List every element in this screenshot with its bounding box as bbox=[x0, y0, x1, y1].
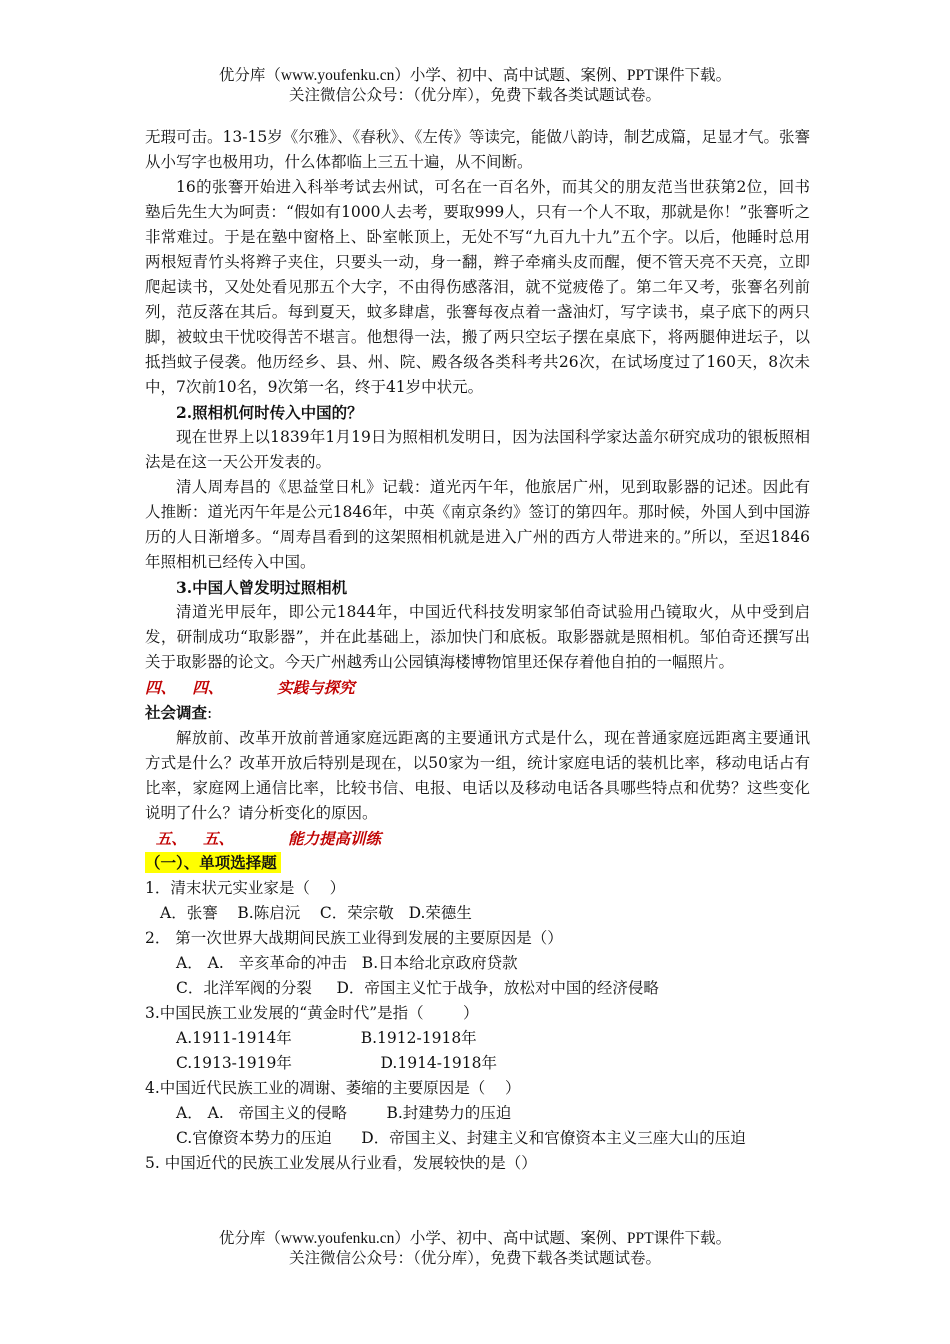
question-options: A.1911-1914年 B.1912-1918年 bbox=[176, 1029, 477, 1047]
question: 1．清末状元实业家是（ ） bbox=[145, 879, 346, 897]
question-options: C.1913-1919年 D.1914-1918年 bbox=[176, 1054, 497, 1072]
question-options: A．张謇 B.陈启沅 C．荣宗敬 D.荣德生 bbox=[160, 904, 472, 922]
footer-line-1: 优分库（www.youfenku.cn）小学、初中、高中试题、案例、PPT课件下载。 bbox=[218, 1230, 732, 1247]
paragraph: 解放前、改革开放前普通家庭远距离的主要通讯方式是什么，现在普通家庭远距离主要通讯方式是什么？改革开放后特别是现在，以50家为一组，统计家庭电话的装机比率，移动电话占有比率，家庭网上通信比率，比较书信、电报、电话以及移动电话各具哪些特点和优势？这些变化说明了什么？请分析变化的原因。 bbox=[145, 729, 810, 822]
page-header bbox=[0, 66, 950, 106]
page-footer bbox=[0, 1229, 950, 1269]
header-line-2: 关注微信公众号：（优分库），免费下载各类试题试卷。 bbox=[288, 87, 661, 104]
subsection-heading bbox=[145, 851, 810, 876]
question-options: A． A. 辛亥革命的冲击 B.日本给北京政府贷款 bbox=[176, 954, 518, 972]
question-heading: 3.中国人曾发明过照相机 bbox=[176, 578, 348, 597]
paragraph: 16的张謇开始进入科举考试去州试，可名在一百名外，而其父的朋友范当世获第2位，回书塾后先生大为呵责：“假如有1000人去考，要取999人，只有一个人不取，那就是你！”张謇听之非常难过。于是在塾中窗格上、卧室帐顶上，无处不写“九百九十九”五个字。以后，他睡时总用两根短青竹头将辫子夹住，只要头一动，身一翻，辫子牵痛头皮而醒，便不管天亮不天亮，立即爬起读书，又处处看见那五个大字，不由得伤感落泪，就不觉疲倦了。第二年又考，张謇名列前列，范反落在其后。每到夏天，蚊多肆虐，张謇每夜点着一盏油灯，写字读书，桌子底下的两只脚，被蚊虫干忧咬得苦不堪言。他想得一法，搬了两只空坛子摆在桌底下，将两腿伸进坛子，以抵挡蚊子侵袭。他历经乡、县、州、院、殿各级各类科考共26次，在试场度过了160天，8次未中，7次前10名，9次第一名，终于41岁中状元。 bbox=[145, 178, 810, 396]
paragraph: 清人周寿昌的《思益堂日札》记载：道光丙午年，他旅居广州，见到取影器的记述。因此有人推断：道光丙午年是公元1846年，中英《南京条约》签订的第四年。那时候，外国人到中国游历的人日渐增多。“周寿昌看到的这架照相机就是进入广州的西方人带进来的。”所以，至迟1846年照相机已经传入中国。 bbox=[145, 478, 810, 571]
footer-line-2: 关注微信公众号：（优分库），免费下载各类试题试卷。 bbox=[288, 1250, 661, 1267]
survey-colon: : bbox=[207, 704, 213, 722]
paragraph: 现在世界上以1839年1月19日为照相机发明日，因为法国科学家达盖尔研究成功的银板照相法是在这一天公开发表的。 bbox=[145, 428, 810, 471]
question-options: C.官僚资本势力的压迫 D．帝国主义、封建主义和官僚资本主义三座大山的压迫 bbox=[176, 1129, 746, 1147]
question: 3.中国民族工业发展的“黄金时代”是指（ ） bbox=[145, 1004, 479, 1022]
survey-label: 社会调查 bbox=[145, 703, 208, 722]
section-heading: 五、 五、 能力提高训练 bbox=[145, 829, 381, 848]
paragraph: 无瑕可击。13-15岁《尔雅》、《春秋》、《左传》等读完，能做八韵诗，制艺成篇，足显才气。张謇从小写字也极用功，什么体都临上三五十遍，从不间断。 bbox=[145, 128, 810, 171]
question: 5. 中国近代的民族工业发展从行业看，发展较快的是（） bbox=[145, 1154, 537, 1172]
question: 4.中国近代民族工业的凋谢、萎缩的主要原因是（ ） bbox=[145, 1079, 521, 1097]
document-body bbox=[145, 125, 810, 1176]
question: 2． 第一次世界大战期间民族工业得到发展的主要原因是（） bbox=[145, 929, 563, 947]
header-line-1: 优分库（www.youfenku.cn）小学、初中、高中试题、案例、PPT课件下载。 bbox=[218, 67, 732, 84]
question-heading: 2.照相机何时传入中国的？ bbox=[176, 403, 363, 422]
paragraph: 清道光甲辰年，即公元1844年，中国近代科技发明家邹伯奇试验用凸镜取火，从中受到启发，研制成功“取影器”，并在此基础上，添加快门和底板。取影器就是照相机。邹伯奇还撰写出关于取影器的论文。今天广州越秀山公园镇海楼博物馆里还保存着他自拍的一幅照片。 bbox=[145, 603, 810, 671]
question-options: C．北洋军阀的分裂 D．帝国主义忙于战争，放松对中国的经济侵略 bbox=[176, 979, 659, 997]
highlighted-label: （一）、单项选择题 bbox=[145, 852, 281, 873]
survey-heading bbox=[145, 700, 810, 726]
question-options: A． A. 帝国主义的侵略 B.封建势力的压迫 bbox=[176, 1104, 512, 1122]
section-heading: 四、 四、 实践与探究 bbox=[145, 678, 355, 697]
